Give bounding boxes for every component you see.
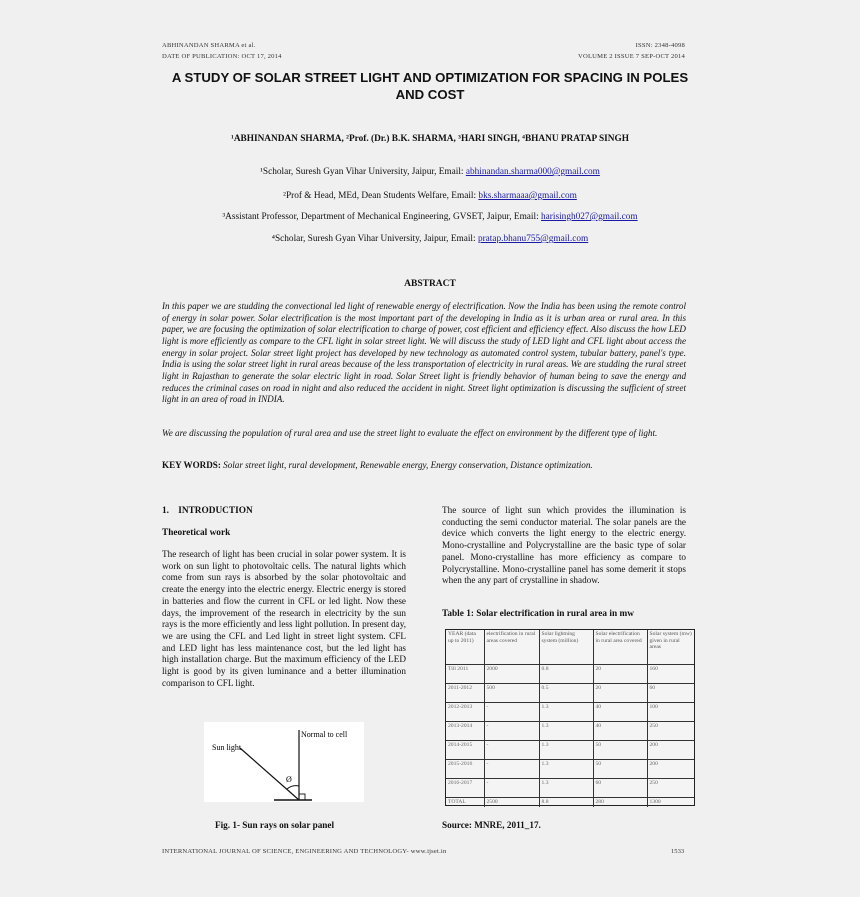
table-cell: 20 <box>593 664 647 683</box>
table-row <box>446 759 694 778</box>
table-cell: - <box>484 759 539 778</box>
table-cell: 1.3 <box>539 702 593 721</box>
affiliation-3 <box>150 212 710 222</box>
table-cell: 250 <box>647 721 694 740</box>
table-row <box>446 683 694 702</box>
keywords-list: Solar street light, rural development, Renewable energy, Energy conservation, Distance optimization. <box>223 460 593 470</box>
title-line-2: AND COST <box>395 87 465 102</box>
table-row <box>446 778 694 797</box>
table-cell: TOTAL <box>446 797 484 807</box>
table-cell: 50 <box>593 740 647 759</box>
table-header-cell: electrification in rural areas covered <box>484 630 539 664</box>
table-cell: 1.3 <box>539 759 593 778</box>
abstract-paragraph-2: We are discussing the population of rural area and use the street light to evaluate the effect on environment by the different type of light. <box>162 428 658 438</box>
header-author: ABHINANDAN SHARMA et al. <box>162 42 256 49</box>
subsection-heading: Theoretical work <box>162 528 231 538</box>
table-cell: 8.8 <box>539 797 593 807</box>
paper-title <box>150 69 710 103</box>
affiliation-text: ⁴Scholar, Suresh Gyan Vihar University, Jaipur, Email: <box>271 234 478 244</box>
keywords-label: KEY WORDS: <box>162 460 221 470</box>
table-cell: 20 <box>593 683 647 702</box>
table-cell: 2015-2016 <box>446 759 484 778</box>
intro-left-column: The research of light has been crucial in solar power system. It is work on sun light to photovoltaic cells. The natural lights which come from sun rays is absorbed by the solar photovoltaic and create the energy into the electric energy. Electric energy is stored in batteries and flow the current in CFL or led light. Now these days, the improvement of the research in electricity by the sun rays is the more efficiently and less light pollution. In present day, we are using the CFL and Led light in street light system. CFL and LED light has less maintenance cost, but the led light has high installation charge. But the maximum efficiency of the LED light is good by its given luminance and a better illumination comparison to CFL light. <box>162 549 406 688</box>
figure-caption: Fig. 1- Sun rays on solar panel <box>215 820 335 830</box>
table-cell: 500 <box>484 683 539 702</box>
table-cell: - <box>484 721 539 740</box>
title-line-1: A STUDY OF SOLAR STREET LIGHT AND OPTIMIZATION FOR SPACING IN POLES <box>171 70 689 85</box>
email-link[interactable]: bks.sharmaaa@gmail.com <box>478 191 577 201</box>
affiliation-text: ²Prof & Head, MEd, Dean Students Welfare, Email: <box>283 191 479 201</box>
table-row <box>446 721 694 740</box>
author-list: ¹ABHINANDAN SHARMA, ²Prof. (Dr.) B.K. SHARMA, ³HARI SINGH, ⁴BHANU PRATAP SINGH <box>231 134 629 144</box>
table-cell: 1.3 <box>539 740 593 759</box>
page-number: 1533 <box>671 848 685 855</box>
table-cell: 250 <box>647 778 694 797</box>
header-issn: ISSN: 2348-4098 <box>635 42 685 49</box>
table-header-cell: Solar electrification in rural area covered <box>593 630 647 664</box>
table-header-cell: Solar lightning system (million) <box>539 630 593 664</box>
table-cell: 2014-2015 <box>446 740 484 759</box>
angle-arc <box>287 786 299 789</box>
table-cell: 60 <box>647 683 694 702</box>
table-cell: 60 <box>593 778 647 797</box>
sun-light-label: Sun light <box>212 743 242 752</box>
intro-right-column: The source of light sun which provides the illumination is conducting the semi conductor material. The solar panels are the device which converts the light energy to the electric energy. Mono-crystalline and Polycrystalline are the basic type of solar panel. Mono-crystalline has more efficiency as compare to Polycrystalline. Mono-crystalline panel has some demerit it stops when the any part of crystalline in shadow. <box>442 505 686 586</box>
keywords <box>162 460 686 470</box>
email-link[interactable]: pratap.bhanu755@gmail.com <box>477 234 589 244</box>
email-link[interactable]: harisingh027@gmail.com <box>541 212 638 222</box>
figure-sun-rays <box>204 722 364 802</box>
table-cell: 100 <box>647 702 694 721</box>
table-cell: 280 <box>593 797 647 807</box>
normal-label: Normal to cell <box>301 730 348 739</box>
table-header-cell: YEAR (data up to 2011) <box>446 630 484 664</box>
section-heading-introduction: 1. INTRODUCTION <box>162 506 253 516</box>
email-link[interactable]: abhinandan.sharma000@gmail.com <box>465 167 600 177</box>
table-cell: - <box>484 702 539 721</box>
table-row <box>446 664 694 683</box>
table-row <box>446 740 694 759</box>
sun-rays-diagram <box>204 722 364 802</box>
header-date: DATE OF PUBLICATION: OCT 17, 2014 <box>162 53 282 60</box>
table-cell: - <box>484 778 539 797</box>
table-header-row <box>446 630 694 664</box>
affiliation-1 <box>150 167 710 177</box>
table-caption: Table 1: Solar electrification in rural area in mw <box>442 609 634 619</box>
affiliation-4 <box>150 234 710 244</box>
table-cell: 40 <box>593 702 647 721</box>
header-volume: VOLUME 2 ISSUE 7 SEP-OCT 2014 <box>578 53 685 60</box>
table-cell: 0.8 <box>539 664 593 683</box>
table-cell: 200 <box>647 740 694 759</box>
table-cell: 0.5 <box>539 683 593 702</box>
table-cell: 2011-2012 <box>446 683 484 702</box>
table-source: Source: MNRE, 2011_17. <box>442 820 541 830</box>
table-cell: 2000 <box>484 664 539 683</box>
table-cell: 1.3 <box>539 721 593 740</box>
sun-ray-line <box>240 748 299 800</box>
table-cell: 160 <box>647 664 694 683</box>
angle-label: Ø <box>286 775 292 784</box>
table-cell: 200 <box>647 759 694 778</box>
table-row <box>446 702 694 721</box>
running-header-left <box>162 40 282 62</box>
affiliation-text: ¹Scholar, Suresh Gyan Vihar University, Jaipur, Email: <box>260 167 466 177</box>
abstract-heading: ABSTRACT <box>404 279 456 289</box>
table-cell: 40 <box>593 721 647 740</box>
table-total-row <box>446 797 694 807</box>
table-cell: 1.3 <box>539 778 593 797</box>
table-cell: 2013-2014 <box>446 721 484 740</box>
running-header-right <box>578 40 685 62</box>
abstract-paragraph-1: In this paper we are studding the convectional led light of renewable energy of electrification. Now the India has been using the remote control of energy in solar power. Solar electrification is the most important part of the developing in India as it is urban area or rural area. In this paper, we are focusing the optimization of solar electrification to charge of power, cost efficient and efficiency effect. Also discuss the how LED light is more efficiently as compare to the CFL light in solar street light. We will discuss the study of LED light and CFL light about access the energy in solar project. Solar street light project has developed by new technology as automated control system, tubular battery, panel's type. India is using the solar street light in rural areas because of the less transportation of electricity in rural areas. We are studding the rural street light in Rajasthan to generate the solar electric light in road. Solar Street light is friendly behavior of human being to save the energy and reduces the criminal cases on road in night and also reduced the accident in night. Street light optimization is discussing the sufficient of street light in an area of road in INDIA. <box>162 301 686 405</box>
table-body <box>446 664 694 807</box>
table-cell: 2012-2013 <box>446 702 484 721</box>
table-header-cell: Solar system (mw) given in rural areas <box>647 630 694 664</box>
data-table <box>445 629 695 806</box>
right-angle-mark <box>299 794 305 800</box>
affiliation-2 <box>150 191 710 201</box>
table-cell: 50 <box>593 759 647 778</box>
table-cell: 1300 <box>649 798 661 805</box>
table-cell: 2016-2017 <box>446 778 484 797</box>
affiliation-text: ³Assistant Professor, Department of Mechanical Engineering, GVSET, Jaipur, Email: <box>222 212 542 222</box>
table-cell: - <box>484 740 539 759</box>
table-cell: 2500 <box>484 797 539 807</box>
table-cell: Till 2011 <box>446 664 484 683</box>
footer-journal: INTERNATIONAL JOURNAL OF SCIENCE, ENGINEERING AND TECHNOLOGY- www.ijset.in <box>162 848 447 855</box>
